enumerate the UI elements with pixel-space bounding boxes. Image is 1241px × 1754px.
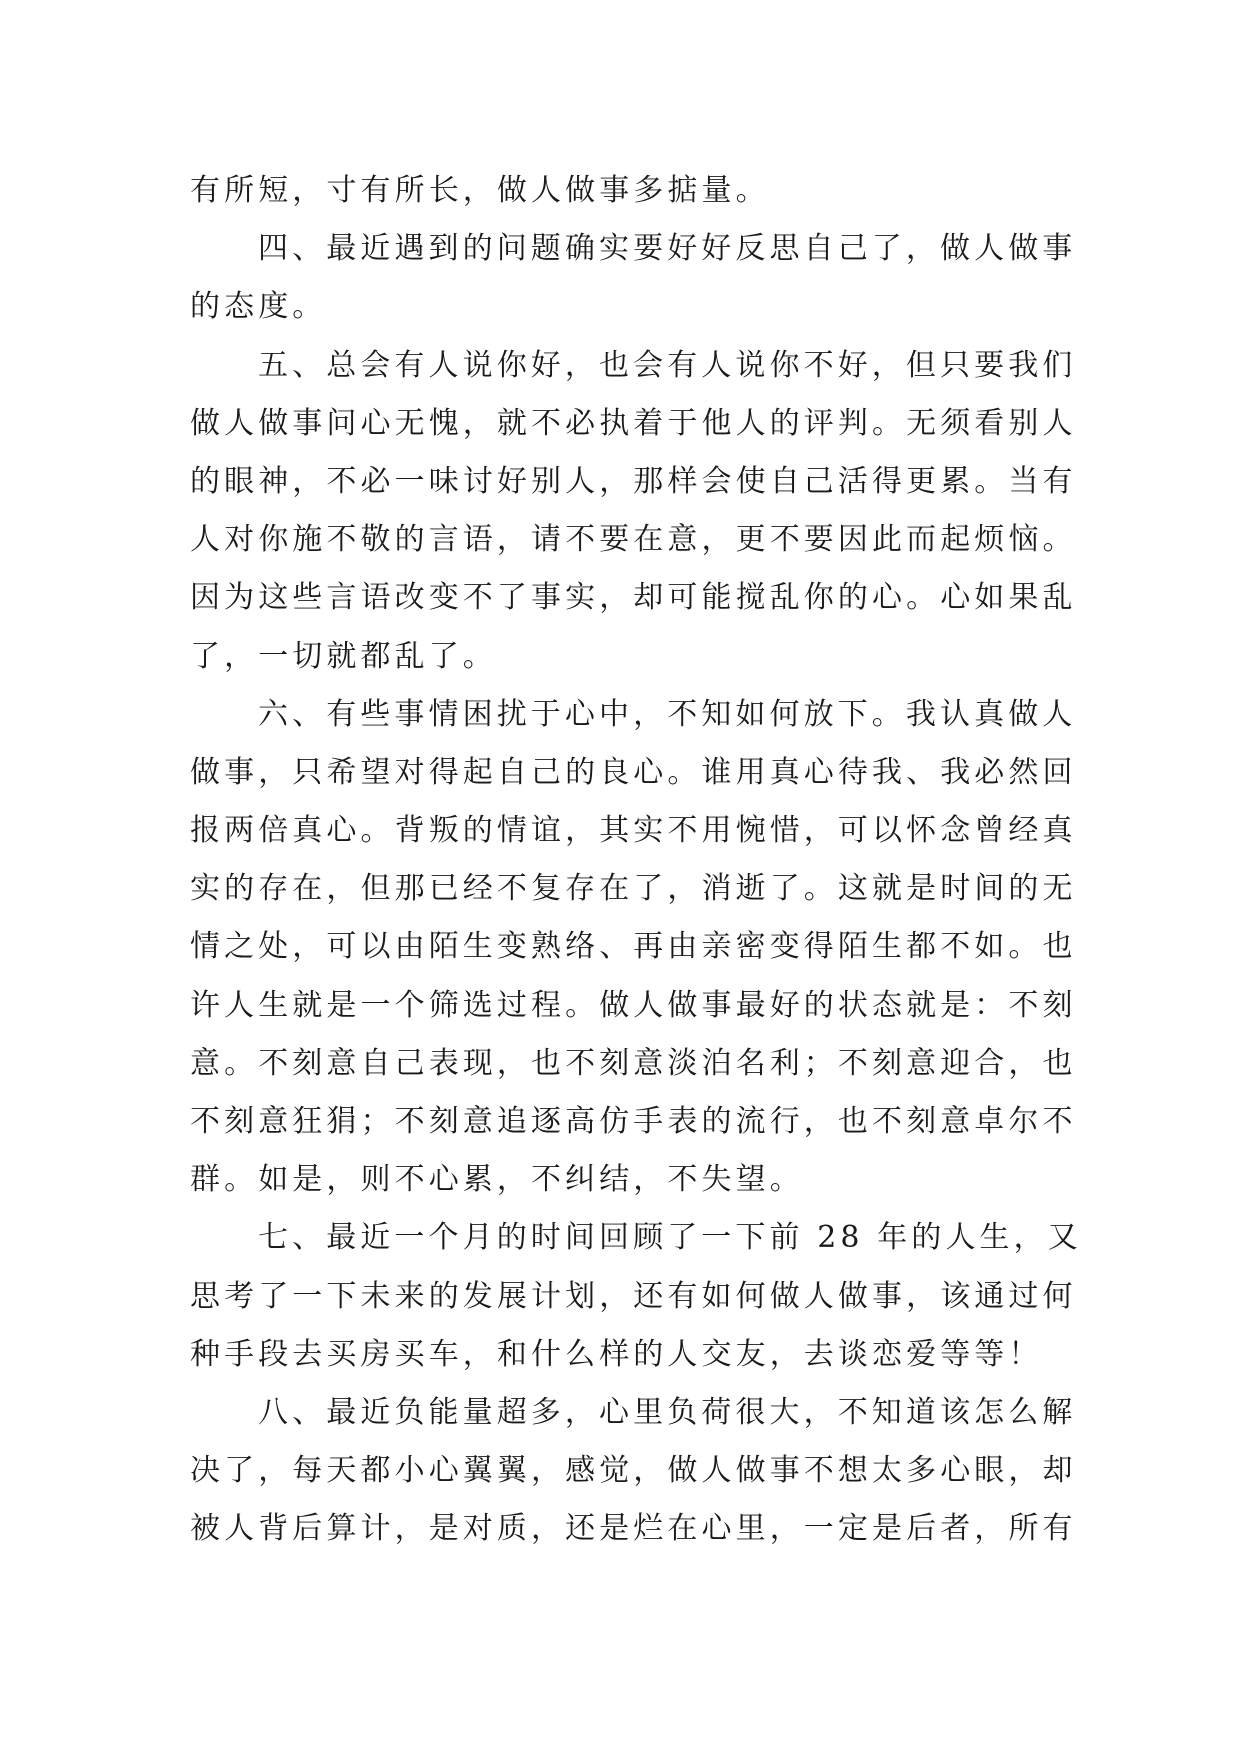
text-line: 人对你施不敬的言语，请不要在意，更不要因此而起烦恼。 (190, 522, 1077, 558)
text-line: 七、最近一个月的时间回顾了一下前 28 年的人生，又 (258, 1220, 1082, 1256)
text-line: 许人生就是一个筛选过程。做人做事最好的状态就是：不刻 (190, 987, 1077, 1023)
text-line: 不刻意狂狷；不刻意追逐高仿手表的流行，也不刻意卓尔不 (190, 1104, 1077, 1139)
text-line: 因为这些言语改变不了事实，却可能搅乱你的心。心如果乱 (190, 580, 1077, 616)
paragraph-six (190, 686, 1077, 1210)
paragraph-four (190, 220, 1077, 336)
text-line: 了，一切就都乱了。 (190, 638, 497, 674)
text-line: 决了，每天都小心翼翼，感觉，做人做事不想太多心眼，却 (190, 1453, 1077, 1489)
text-line: 做事，只希望对得起自己的良心。谁用真心待我、我必然回 (190, 754, 1077, 790)
text-line: 的眼神，不必一味讨好别人，那样会使自己活得更累。当有 (190, 463, 1077, 499)
text-line: 六、有些事情困扰于心中，不知如何放下。我认真做人 (258, 696, 1077, 732)
text-line: 实的存在，但那已经不复存在了，消逝了。这就是时间的无 (190, 871, 1077, 907)
document-body (190, 162, 1082, 1559)
text-line: 有所短，寸有所长，做人做事多掂量。 (190, 173, 770, 208)
paragraph-five (190, 337, 1077, 686)
text-line: 思考了一下未来的发展计划，还有如何做人做事，该通过何 (190, 1278, 1077, 1314)
paragraph-continued (190, 162, 1060, 220)
text-line: 意。不刻意自己表现，也不刻意淡泊名利；不刻意迎合，也 (190, 1045, 1077, 1081)
text-line: 被人背后算计，是对质，还是烂在心里，一定是后者，所有 (190, 1511, 1077, 1547)
text-line: 做人做事问心无愧，就不必执着于他人的评判。无须看别人 (190, 405, 1077, 441)
text-line: 情之处，可以由陌生变熟络、再由亲密变得陌生都不如。也 (190, 929, 1077, 965)
paragraph-eight (190, 1384, 1077, 1559)
paragraph-seven (190, 1209, 1082, 1384)
text-line: 报两倍真心。背叛的情谊，其实不用惋惜，可以怀念曾经真 (190, 813, 1077, 849)
text-line: 八、最近负能量超多，心里负荷很大，不知道该怎么解 (258, 1394, 1077, 1430)
text-line: 群。如是，则不心累，不纠结，不失望。 (190, 1162, 804, 1198)
text-line: 的态度。 (190, 289, 327, 325)
text-line: 四、最近遇到的问题确实要好好反思自己了，做人做事 (258, 231, 1077, 267)
text-line: 种手段去买房买车，和什么样的人交友，去谈恋爱等等！ (190, 1336, 1043, 1372)
text-line: 五、总会有人说你好，也会有人说你不好，但只要我们 (258, 347, 1077, 383)
